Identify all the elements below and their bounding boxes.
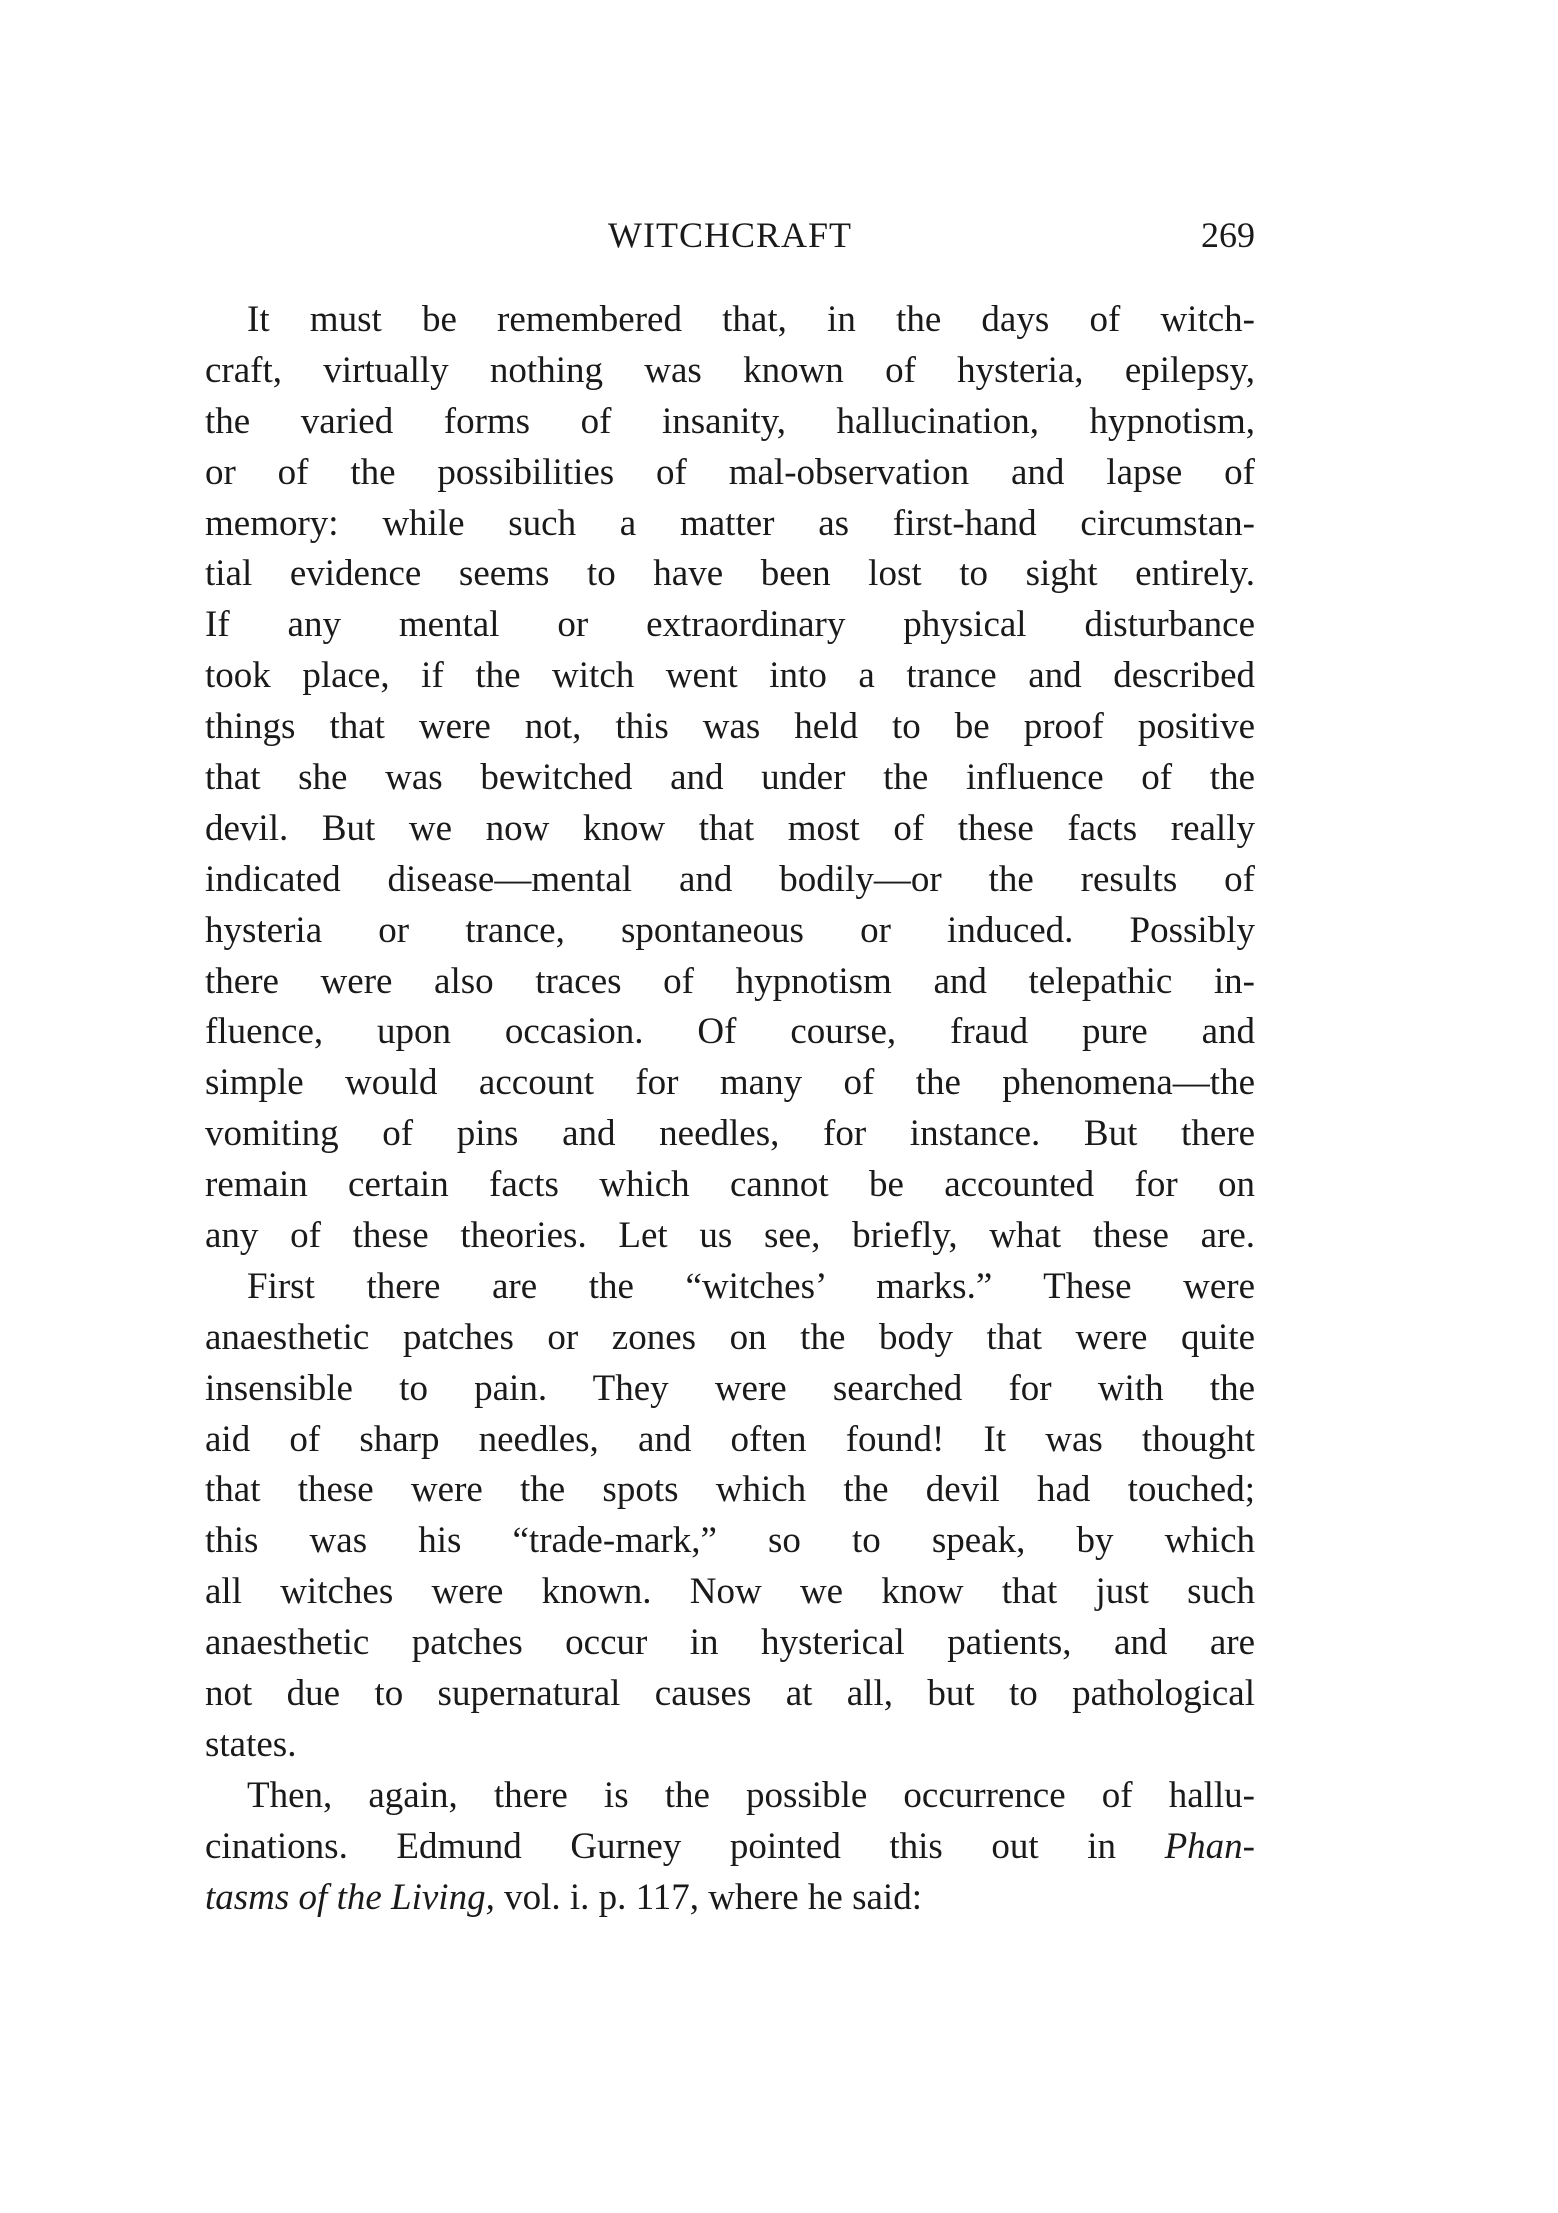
text-line-with-title [205, 1873, 1255, 1924]
text-line: there were also traces of hypnotism and telepathic in- [205, 960, 1255, 1002]
body-text [205, 295, 1255, 1924]
text-line: insensible to pain. They were searched for with the [205, 1367, 1255, 1409]
text-line: It must be remembered that, in the days of witch- [247, 299, 1255, 340]
book-title-italic: tasms of the Living, [205, 1876, 495, 1918]
text-line: hysteria or trance, spontaneous or induced. Possibly [205, 909, 1255, 951]
text-line: states. [205, 1723, 297, 1765]
text-line: the varied forms of insanity, hallucination, hypnotism, [205, 400, 1255, 442]
text-line: devil. But we now know that most of these facts really [205, 807, 1255, 849]
book-title-italic: Phan- [1164, 1825, 1255, 1867]
page-header [205, 205, 1255, 265]
text-line: If any mental or extraordinary physical disturbance [205, 604, 1255, 646]
text-line: fluence, upon occasion. Of course, fraud pure and [205, 1011, 1255, 1053]
text-line: or of the possibilities of mal-observation and lapse of [205, 451, 1255, 493]
text-line: memory: while such a matter as first-hand circumstan- [205, 502, 1255, 544]
text-line: took place, if the witch went into a trance and described [205, 655, 1255, 697]
text-line: that these were the spots which the devil had touched; [205, 1469, 1255, 1511]
text-line: craft, virtually nothing was known of hysteria, epilepsy, [205, 349, 1255, 391]
text-line: all witches were known. Now we know that just such [205, 1571, 1255, 1613]
paragraph-2 [205, 1262, 1255, 1771]
text-line: simple would account for many of the phenomena—the [205, 1062, 1255, 1104]
text-line: any of these theories. Let us see, briefly, what these are. [205, 1215, 1255, 1257]
paragraph-3 [205, 1771, 1255, 1924]
text-line-with-title [205, 1822, 1255, 1873]
paragraph-1 [205, 295, 1255, 1262]
text-line: remain certain facts which cannot be accounted for on [205, 1164, 1255, 1206]
text-line: anaesthetic patches occur in hysterical patients, and are [205, 1622, 1255, 1664]
text-line: aid of sharp needles, and often found! It was thought [205, 1418, 1255, 1460]
text-line: indicated disease—mental and bodily—or the results of [205, 858, 1255, 900]
running-head: WITCHCRAFT [608, 215, 852, 255]
text-line: vomiting of pins and needles, for instance. But there [205, 1113, 1255, 1155]
text-line: tial evidence seems to have been lost to sight entirely. [205, 553, 1255, 595]
text-line: Then, again, there is the possible occurrence of hallu- [247, 1774, 1255, 1816]
text-line: not due to supernatural causes at all, but to pathological [205, 1673, 1255, 1715]
text-line: First there are the “witches’ marks.” These were [247, 1265, 1255, 1307]
text-line: anaesthetic patches or zones on the body that were quite [205, 1316, 1255, 1358]
text-line: this was his “trade-mark,” so to speak, by which [205, 1520, 1255, 1562]
text-fragment: cinations. Edmund Gurney pointed this out in [205, 1825, 1116, 1867]
text-line: that she was bewitched and under the influence of the [205, 757, 1255, 799]
text-fragment: vol. i. p. 117, where he said: [504, 1876, 922, 1918]
page-number: 269 [1201, 215, 1255, 255]
text-line: things that were not, this was held to be proof positive [205, 706, 1255, 748]
